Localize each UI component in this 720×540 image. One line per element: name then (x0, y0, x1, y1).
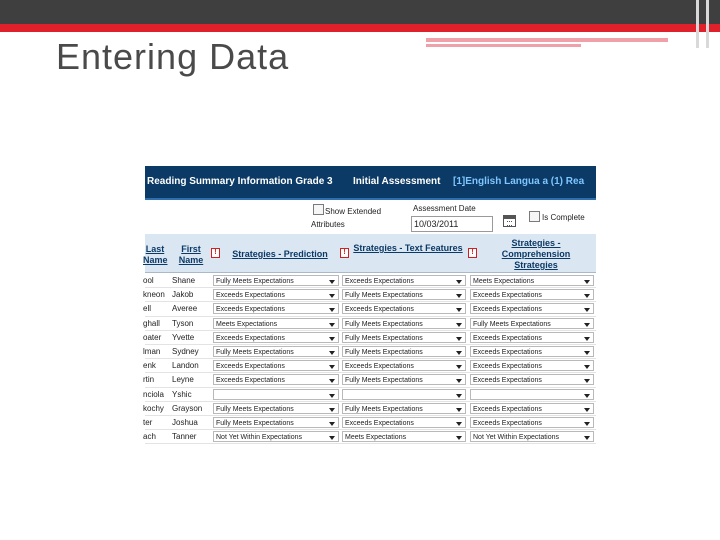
last-name-cell: kochy (143, 403, 164, 413)
table-row (145, 388, 596, 402)
chevron-down-icon (329, 351, 335, 355)
chevron-down-icon (584, 337, 590, 341)
dropdown-value: Meets Expectations (216, 320, 278, 328)
last-name-cell: ghall (143, 318, 160, 328)
dropdown-value: Exceeds Expectations (473, 292, 542, 300)
dropdown-value: Exceeds Expectations (216, 292, 285, 300)
slide-accent-band (0, 24, 720, 32)
chevron-down-icon (329, 394, 335, 398)
show-extended-checkbox[interactable] (313, 204, 324, 215)
first-name-cell: Jakob (172, 290, 194, 300)
prediction-select[interactable] (213, 374, 339, 385)
comprehension-select[interactable] (470, 431, 594, 442)
comprehension-select[interactable] (470, 303, 594, 314)
dropdown-value: Meets Expectations (473, 278, 535, 285)
chevron-down-icon (584, 365, 590, 369)
text-features-select[interactable] (342, 332, 466, 343)
dropdown-value: Exceeds Expectations (345, 420, 414, 427)
dropdown-value: Exceeds Expectations (473, 363, 542, 371)
last-name-cell: kneon (143, 290, 165, 300)
dropdown-value: Exceeds Expectations (473, 306, 542, 314)
col-strategies-prediction[interactable]: Strategies - Prediction (232, 249, 328, 259)
table-row (145, 302, 596, 316)
required-icon: ! (340, 248, 349, 258)
text-features-select[interactable] (342, 431, 466, 442)
col-first-name[interactable]: First Name (178, 244, 204, 265)
chevron-down-icon (456, 436, 462, 440)
last-name-cell: ach (143, 432, 156, 442)
chevron-down-icon (584, 422, 590, 426)
calendar-icon[interactable] (503, 215, 516, 227)
dropdown-value: Fully Meets Expectations (345, 334, 423, 342)
chevron-down-icon (584, 323, 590, 327)
col-strategies-text-features[interactable]: Strategies - Text Features (353, 243, 463, 253)
prediction-select[interactable] (213, 318, 339, 329)
dropdown-value: Fully Meets Expectations (216, 405, 294, 413)
chevron-down-icon (329, 436, 335, 440)
dropdown-value: Exceeds Expectations (473, 405, 542, 413)
col-last-name[interactable]: Last Name (143, 244, 168, 265)
slide-decoration-bar (696, 0, 699, 48)
table-row (145, 317, 596, 331)
dropdown-value: Fully Meets Expectations (345, 320, 423, 328)
text-features-select[interactable] (342, 360, 466, 371)
slide-title: Entering Data (56, 36, 290, 77)
last-name-cell: enk (143, 361, 156, 371)
dropdown-value: Exceeds Expectations (345, 363, 414, 371)
first-name-cell: Yvette (172, 332, 195, 342)
dropdown-value: Not Yet Within Expectations (216, 434, 302, 442)
first-name-cell: Averee (172, 304, 198, 314)
attributes-label: Attributes (311, 220, 345, 229)
chevron-down-icon (456, 408, 462, 412)
dropdown-value: Fully Meets Expectations (345, 405, 423, 413)
dropdown-value: Exceeds Expectations (216, 377, 285, 385)
dropdown-value: Exceeds Expectations (473, 377, 542, 385)
chevron-down-icon (584, 351, 590, 355)
dropdown-value: Exceeds Expectations (345, 278, 414, 285)
comprehension-select[interactable] (470, 289, 594, 300)
prediction-select[interactable] (213, 417, 339, 428)
chevron-down-icon (329, 365, 335, 369)
chevron-down-icon (456, 308, 462, 312)
table-row (145, 345, 596, 359)
dropdown-value: Exceeds Expectations (473, 334, 542, 342)
chevron-down-icon (456, 351, 462, 355)
chevron-down-icon (329, 337, 335, 341)
chevron-down-icon (584, 436, 590, 440)
subject-label: [1]English Langua a (1) Rea (453, 176, 585, 187)
slide-top-bar (0, 0, 720, 24)
show-extended-label: Show Extended (325, 207, 382, 216)
dropdown-value: Exceeds Expectations (473, 349, 542, 356)
comprehension-select[interactable] (470, 389, 594, 400)
required-icon: ! (468, 248, 477, 258)
chevron-down-icon (329, 280, 335, 284)
last-name-cell: lman (143, 347, 161, 356)
first-name-cell: Leyne (172, 375, 194, 385)
dropdown-value: Exceeds Expectations (216, 306, 285, 314)
chevron-down-icon (456, 394, 462, 398)
dropdown-value: Meets Expectations (345, 434, 407, 442)
text-features-select[interactable] (342, 289, 466, 300)
prediction-select[interactable] (213, 431, 339, 442)
dropdown-value: Fully Meets Expectations (345, 377, 423, 385)
col-strategies-comprehension[interactable]: Strategies - Comprehension Strategies (501, 238, 571, 270)
table-row (145, 430, 596, 444)
table-row (145, 331, 596, 345)
assessment-date-label: Assessment Date (413, 204, 476, 213)
chevron-down-icon (329, 323, 335, 327)
text-features-select[interactable] (342, 374, 466, 385)
prediction-select[interactable] (213, 360, 339, 371)
prediction-select[interactable] (213, 289, 339, 300)
slide-decoration-bar (706, 0, 709, 48)
required-icon: ! (211, 248, 220, 258)
dropdown-value: Exceeds Expectations (345, 306, 414, 314)
dropdown-value: Fully Meets Expectations (216, 420, 294, 427)
table-row (145, 288, 596, 302)
dropdown-value: Fully Meets Expectations (216, 278, 294, 285)
table-row (145, 416, 596, 430)
last-name-cell: rtin (143, 375, 155, 385)
dropdown-value: Not Yet Within Expectations (473, 434, 559, 442)
chevron-down-icon (329, 408, 335, 412)
chevron-down-icon (584, 408, 590, 412)
dropdown-value: Exceeds Expectations (216, 363, 285, 371)
first-name-cell: Yshic (172, 389, 192, 399)
chevron-down-icon (456, 422, 462, 426)
chevron-down-icon (456, 379, 462, 383)
slide-decoration-line (426, 44, 581, 47)
comprehension-select[interactable] (470, 417, 594, 428)
comprehension-select[interactable] (470, 346, 594, 357)
window-title-bar (145, 166, 596, 198)
last-name-cell: oater (143, 332, 162, 342)
prediction-select[interactable] (213, 332, 339, 343)
dropdown-value: Fully Meets Expectations (345, 349, 423, 356)
chevron-down-icon (584, 294, 590, 298)
chevron-down-icon (329, 294, 335, 298)
dropdown-value: Fully Meets Expectations (216, 349, 294, 356)
text-features-select[interactable] (342, 275, 466, 286)
assessment-date-input[interactable]: 10/03/2011 (411, 216, 493, 232)
prediction-select[interactable] (213, 303, 339, 314)
prediction-select[interactable] (213, 275, 339, 286)
chevron-down-icon (584, 394, 590, 398)
comprehension-select[interactable] (470, 403, 594, 414)
comprehension-select[interactable] (470, 360, 594, 371)
first-name-cell: Landon (172, 361, 199, 371)
assessment-screenshot (145, 166, 596, 446)
first-name-cell: Joshua (172, 418, 198, 427)
assessment-type: Initial Assessment (353, 176, 441, 187)
title-divider (145, 198, 596, 200)
chevron-down-icon (329, 379, 335, 383)
first-name-cell: Grayson (172, 403, 203, 413)
text-features-select[interactable] (342, 389, 466, 400)
report-title: Reading Summary Information Grade 3 (147, 176, 333, 187)
chevron-down-icon (329, 422, 335, 426)
chevron-down-icon (456, 294, 462, 298)
chevron-down-icon (329, 308, 335, 312)
dropdown-value: Fully Meets Expectations (345, 292, 423, 300)
last-name-cell: nciola (143, 389, 164, 399)
comprehension-select[interactable] (470, 318, 594, 329)
chevron-down-icon (584, 280, 590, 284)
first-name-cell: Tyson (172, 318, 194, 328)
comprehension-select[interactable] (470, 275, 594, 286)
chevron-down-icon (584, 379, 590, 383)
text-features-select[interactable] (342, 403, 466, 414)
prediction-select[interactable] (213, 403, 339, 414)
dropdown-value: Fully Meets Expectations (473, 320, 551, 328)
table-row (145, 373, 596, 387)
prediction-select[interactable] (213, 389, 339, 400)
text-features-select[interactable] (342, 417, 466, 428)
dropdown-value: Exceeds Expectations (216, 334, 285, 342)
table-row (145, 359, 596, 373)
chevron-down-icon (456, 323, 462, 327)
chevron-down-icon (456, 337, 462, 341)
text-features-select[interactable] (342, 303, 466, 314)
slide-decoration-line (426, 38, 668, 42)
row-divider (145, 443, 596, 444)
text-features-select[interactable] (342, 346, 466, 357)
last-name-cell: ell (143, 304, 152, 314)
last-name-cell: ter (143, 418, 153, 427)
table-row (145, 402, 596, 416)
comprehension-select[interactable] (470, 374, 594, 385)
prediction-select[interactable] (213, 346, 339, 357)
first-name-cell: Sydney (172, 347, 199, 356)
last-name-cell: ool (143, 276, 154, 285)
first-name-cell: Shane (172, 276, 196, 285)
comprehension-select[interactable] (470, 332, 594, 343)
chevron-down-icon (456, 365, 462, 369)
first-name-cell: Tanner (172, 432, 197, 442)
is-complete-checkbox[interactable] (529, 211, 540, 222)
chevron-down-icon (584, 308, 590, 312)
text-features-select[interactable] (342, 318, 466, 329)
table-row (145, 274, 596, 288)
dropdown-value: Exceeds Expectations (473, 420, 542, 427)
is-complete-label: Is Complete (542, 213, 585, 222)
chevron-down-icon (456, 280, 462, 284)
